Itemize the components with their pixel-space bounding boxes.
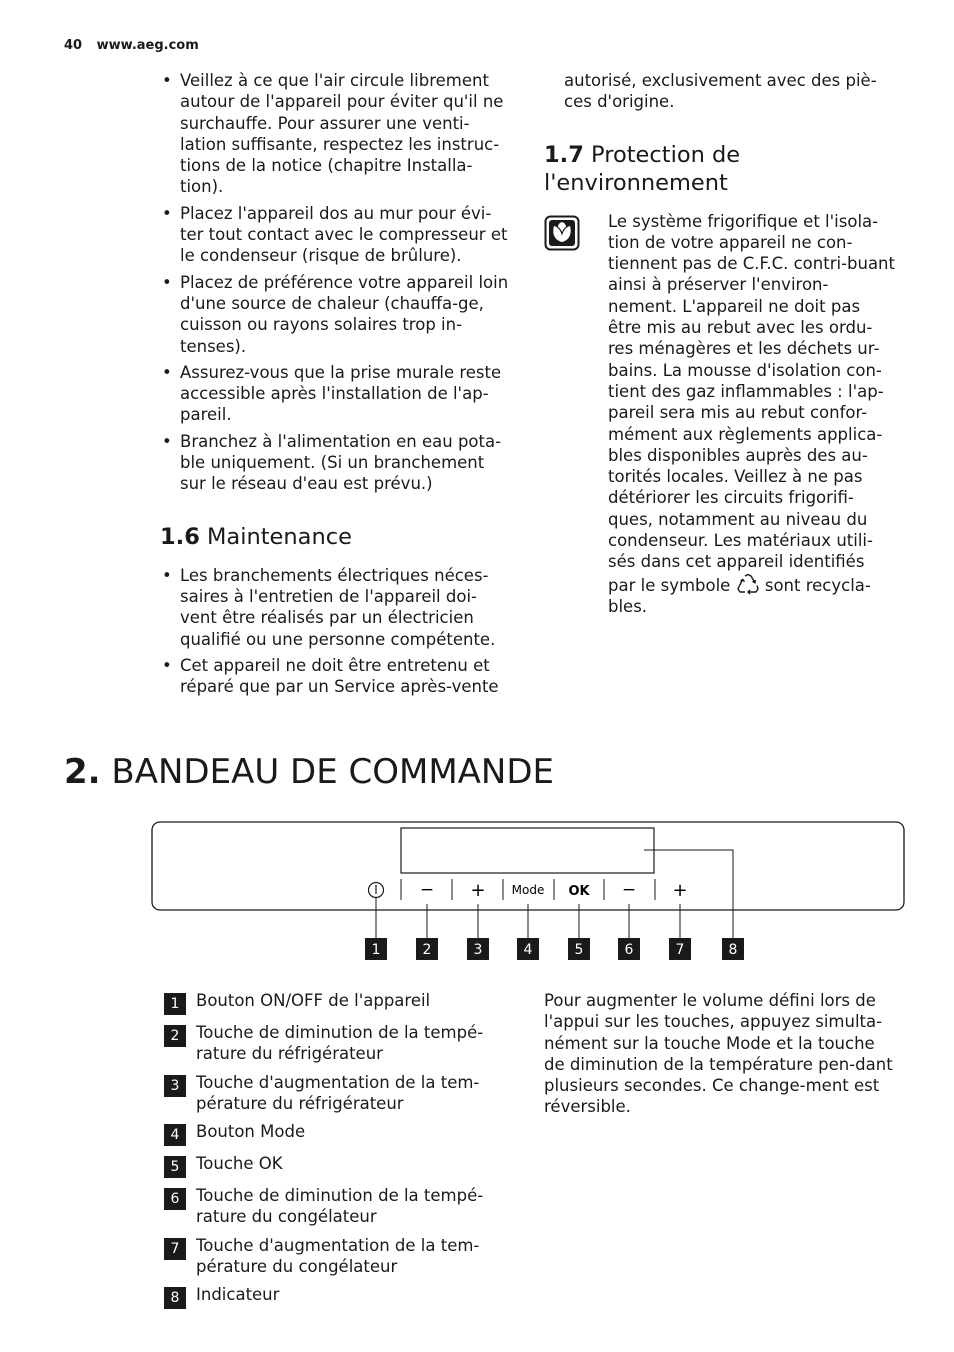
- environment-text-end: sont recycla-bles.: [608, 575, 871, 616]
- legend-text: Touche de diminution de la tempé-rature du congélateur: [196, 1186, 484, 1227]
- legend-text: Touche d'augmentation de la tem-pérature du réfrigérateur: [196, 1072, 480, 1113]
- callout-2: 2: [422, 942, 432, 958]
- control-panel-diagram: [150, 818, 908, 968]
- list-item: • Cet appareil ne doit être entretenu et réparé que par un Service après-vente: [160, 655, 512, 698]
- legend-number: 4: [164, 1124, 186, 1146]
- legend-number: 6: [164, 1188, 186, 1210]
- panel-legend: [164, 990, 524, 1316]
- list-item: [164, 990, 524, 1015]
- display-indicator: [401, 828, 654, 873]
- environment-leaf-icon: [544, 215, 580, 251]
- legend-number: 7: [164, 1238, 186, 1260]
- page-header: [64, 38, 199, 53]
- freezer-plus-button[interactable]: +: [672, 880, 688, 901]
- site-url[interactable]: www.aeg.com: [96, 38, 199, 53]
- section-heading-maintenance: [160, 523, 512, 551]
- list-item: • Placez de préférence votre appareil loin d'une source de chaleur (chauffa-ge, cuisson ou rayons solaires trop in-tenses).: [160, 272, 512, 357]
- left-column: [160, 70, 512, 702]
- volume-note: [544, 990, 896, 1118]
- list-item: [164, 1022, 524, 1065]
- legend-number: 2: [164, 1025, 186, 1047]
- legend-text: Touche de diminution de la tempé-rature du réfrigérateur: [196, 1023, 484, 1064]
- callout-5: 5: [574, 942, 584, 958]
- list-item: [164, 1072, 524, 1115]
- list-item: • Veillez à ce que l'air circule librement autour de l'appareil pour éviter qu'il ne surchauffe. Pour assurer une venti-lation suffisante, respectez les instruc-tions de la notice (chapitre Installa-tion).: [160, 70, 512, 198]
- page-number: 40: [64, 38, 83, 53]
- callout-6: 6: [624, 942, 634, 958]
- legend-number: 8: [164, 1287, 186, 1309]
- callout-3: 3: [473, 942, 483, 958]
- freezer-minus-button[interactable]: −: [621, 880, 637, 900]
- safety-bullet-list: [160, 70, 512, 495]
- legend-text: Touche d'augmentation de la tem-pérature du congélateur: [196, 1235, 480, 1277]
- fridge-plus-button[interactable]: +: [470, 880, 486, 901]
- chapter-title: [64, 752, 554, 792]
- legend-number: 3: [164, 1075, 186, 1097]
- callout-4: 4: [523, 942, 533, 958]
- callout-8: 8: [728, 942, 738, 958]
- legend-text: Bouton Mode: [196, 1122, 306, 1142]
- section-number: 1.6: [160, 523, 200, 550]
- section-number: 1.7: [544, 141, 584, 168]
- callout-1: 1: [371, 942, 381, 958]
- legend-text: Touche OK: [196, 1154, 283, 1174]
- section-title: Maintenance: [207, 523, 352, 550]
- section-heading-environment: [544, 141, 896, 197]
- list-item: • Placez l'appareil dos au mur pour évi-ter tout contact avec le compresseur et le condenseur (risque de brûlure).: [160, 203, 512, 267]
- chapter-title-text: BANDEAU DE COMMANDE: [111, 752, 555, 792]
- callout-7: 7: [675, 942, 685, 958]
- legend-number: 1: [164, 993, 186, 1015]
- recycle-icon: [736, 573, 760, 595]
- list-item: [164, 1185, 524, 1228]
- environment-text: [608, 211, 896, 618]
- list-item: [164, 1121, 524, 1146]
- environment-block: [544, 211, 896, 618]
- environment-text-main: Le système frigorifique et l'isola-tion de votre appareil ne con-tiennent pas de C.F.C. contri-buant ainsi à préserver l'environ-nement. L'appareil ne doit pas être mis au rebut avec les ordu-res ménagères et les déchets ur-bains. La mousse d'isolation con-tient des gaz inflammables : l'ap-pareil sera mis au rebut confor-mément aux règlements applica-bles disponibles auprès des au-torités locales. Veillez à ne pas détériorer les circuits frigorifi-ques, notamment au niveau du condenseur. Les matériaux utili-sés dans cet appareil identifiés par le symbole: [608, 211, 895, 595]
- legend-text: Indicateur: [196, 1285, 280, 1305]
- list-item: • Les branchements électriques néces-saires à l'entretien de l'appareil doi-vent être réalisés par un électricien qualifié ou une personne compétente.: [160, 565, 512, 650]
- right-column: [544, 70, 896, 617]
- fridge-minus-button[interactable]: −: [419, 880, 435, 900]
- maintenance-bullet-list: [160, 565, 512, 698]
- continuation-text: autorisé, exclusivement avec des piè-ces d'origine.: [564, 71, 877, 112]
- mode-button[interactable]: Mode: [511, 883, 545, 897]
- section-title: Protection de l'environnement: [544, 141, 741, 196]
- legend-text: Bouton ON/OFF de l'appareil: [196, 991, 431, 1010]
- list-item: [164, 1235, 524, 1278]
- list-item: • Assurez-vous que la prise murale reste accessible après l'installation de l'ap-pareil.: [160, 362, 512, 426]
- list-item: • Branchez à l'alimentation en eau pota-ble uniquement. (Si un branchement sur le réseau d'eau est prévu.): [160, 431, 512, 495]
- power-button[interactable]: [369, 883, 384, 898]
- ok-button[interactable]: OK: [568, 884, 590, 899]
- list-item: [164, 1284, 524, 1309]
- chapter-number: 2.: [64, 752, 101, 792]
- legend-number: 5: [164, 1156, 186, 1178]
- note-text: Pour augmenter le volume défini lors de l'appui sur les touches, appuyez simulta-nément sur la touche Mode et la touche de diminution de la température pen-dant plusieurs secondes. Ce change-ment est réversible.: [544, 991, 893, 1117]
- list-item: [164, 1153, 524, 1178]
